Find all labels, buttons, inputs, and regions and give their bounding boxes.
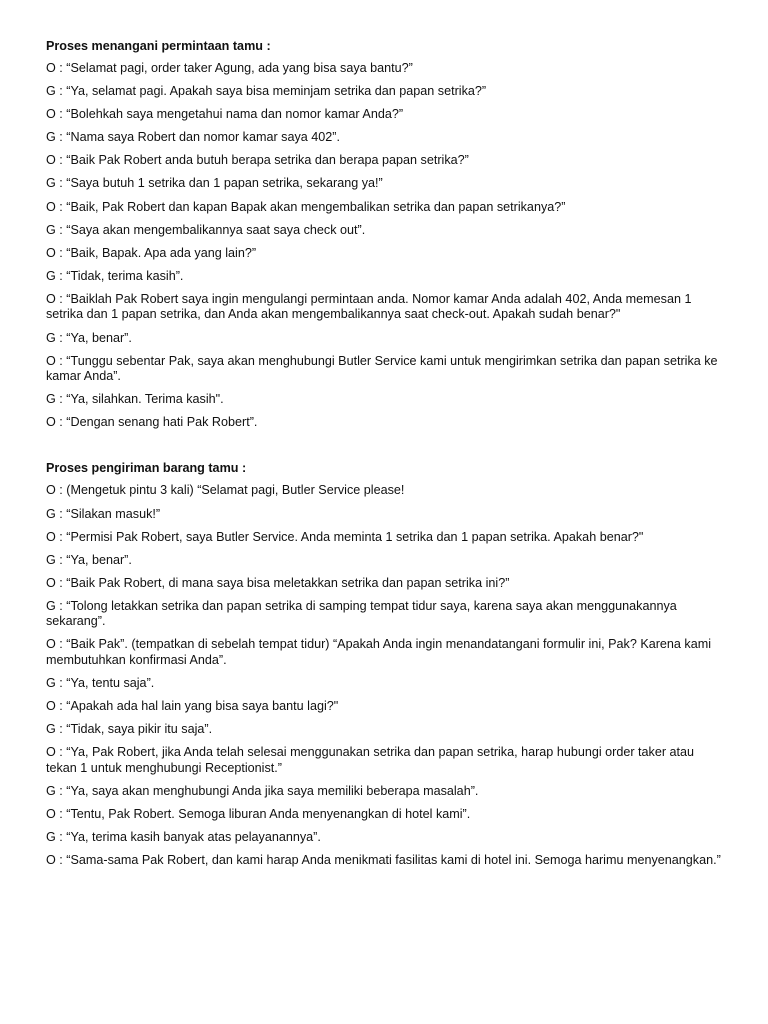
dialog-line: G : “Tidak, terima kasih”. bbox=[46, 268, 184, 283]
dialog-line: G : “Ya, saya akan menghubungi Anda jika saya memiliki beberapa masalah”. bbox=[46, 783, 479, 798]
dialog-line: O : “Tentu, Pak Robert. Semoga liburan Anda menyenangkan di hotel kami”. bbox=[46, 807, 471, 822]
dialog-line: O : “Tunggu sebentar Pak, saya akan menghubungi Butler Service kami untuk mengirimkan setrika dan papan setrika ke kamar Anda”. bbox=[46, 353, 718, 384]
dialog-line: O : “Bolehkah saya mengetahui nama dan nomor kamar Anda?” bbox=[46, 107, 404, 122]
dialog-line: O : “Apakah ada hal lain yang bisa saya bantu lagi?" bbox=[46, 699, 339, 714]
dialog-line: G : “Nama saya Robert dan nomor kamar saya 402”. bbox=[46, 130, 340, 145]
dialog-line: O : “Ya, Pak Robert, jika Anda telah selesai menggunakan setrika dan papan setrika, harap hubungi order taker atau tekan 1 untuk menghubungi Receptionist.” bbox=[46, 745, 695, 775]
dialog-line: O : “Permisi Pak Robert, saya Butler Service. Anda meminta 1 setrika dan 1 papan setrika. Apakah benar?" bbox=[46, 529, 644, 544]
dialog-line: G : “Saya akan mengembalikannya saat saya check out”. bbox=[46, 222, 366, 237]
section-item-delivery bbox=[46, 460, 726, 868]
dialog-line: G : “Tidak, saya pikir itu saja”. bbox=[46, 722, 213, 737]
dialog-line: G : “Ya, silahkan. Terima kasih". bbox=[46, 392, 224, 407]
dialog-line: G : “Ya, terima kasih banyak atas pelayanannya”. bbox=[46, 830, 321, 845]
dialog-line: G : “Saya butuh 1 setrika dan 1 papan setrika, sekarang ya!” bbox=[46, 176, 383, 191]
dialog-line: G : “Silakan masuk!” bbox=[46, 506, 161, 521]
dialog-line: O : (Mengetuk pintu 3 kali) “Selamat pagi, Butler Service please! bbox=[46, 483, 405, 498]
dialog-line: O : “Selamat pagi, order taker Agung, ada yang bisa saya bantu?” bbox=[46, 61, 413, 75]
dialog-line: G : “Tolong letakkan setrika dan papan setrika di samping tempat tidur saya, karena saya akan menggunakannya sekarang”. bbox=[46, 598, 677, 629]
section-heading: Proses pengiriman barang tamu : bbox=[46, 461, 247, 476]
dialog-line: G : “Ya, benar”. bbox=[46, 552, 132, 567]
dialog-line: O : “Baiklah Pak Robert saya ingin mengulangi permintaan anda. Nomor kamar Anda adalah 402, Anda memesan 1 setrika dan 1 papan setrika, dan Anda akan mengembalikannya saat check-out. Apakah sudah benar?" bbox=[46, 291, 692, 322]
dialog-line: O : “Dengan senang hati Pak Robert”. bbox=[46, 415, 258, 430]
dialog-line: G : “Ya, benar”. bbox=[46, 330, 132, 345]
dialog-line: O : “Sama-sama Pak Robert, dan kami harap Anda menikmati fasilitas kami di hotel ini. Semoga harimu menyenangkan.” bbox=[46, 853, 721, 868]
dialog-line: G : “Ya, selamat pagi. Apakah saya bisa meminjam setrika dan papan setrika?” bbox=[46, 84, 487, 99]
dialog-line: O : “Baik, Pak Robert dan kapan Bapak akan mengembalikan setrika dan papan setrikanya?” bbox=[46, 199, 566, 214]
dialog-line: O : “Baik Pak Robert anda butuh berapa setrika dan berapa papan setrika?” bbox=[46, 153, 469, 168]
section-spacer bbox=[46, 438, 726, 460]
dialog-line: O : “Baik Pak”. (tempatkan di sebelah tempat tidur) “Apakah Anda ingin menandatangani formulir ini, Pak? Karena kami membutuhkan konfirmasi Anda”. bbox=[46, 637, 712, 667]
section-heading: Proses menangani permintaan tamu : bbox=[46, 39, 271, 53]
dialog-line: O : “Baik Pak Robert, di mana saya bisa meletakkan setrika dan papan setrika ini?” bbox=[46, 575, 510, 590]
section-guest-request bbox=[46, 38, 726, 431]
dialog-line: O : “Baik, Bapak. Apa ada yang lain?” bbox=[46, 245, 257, 260]
document-page bbox=[46, 38, 726, 876]
dialog-line: G : “Ya, tentu saja”. bbox=[46, 676, 155, 691]
